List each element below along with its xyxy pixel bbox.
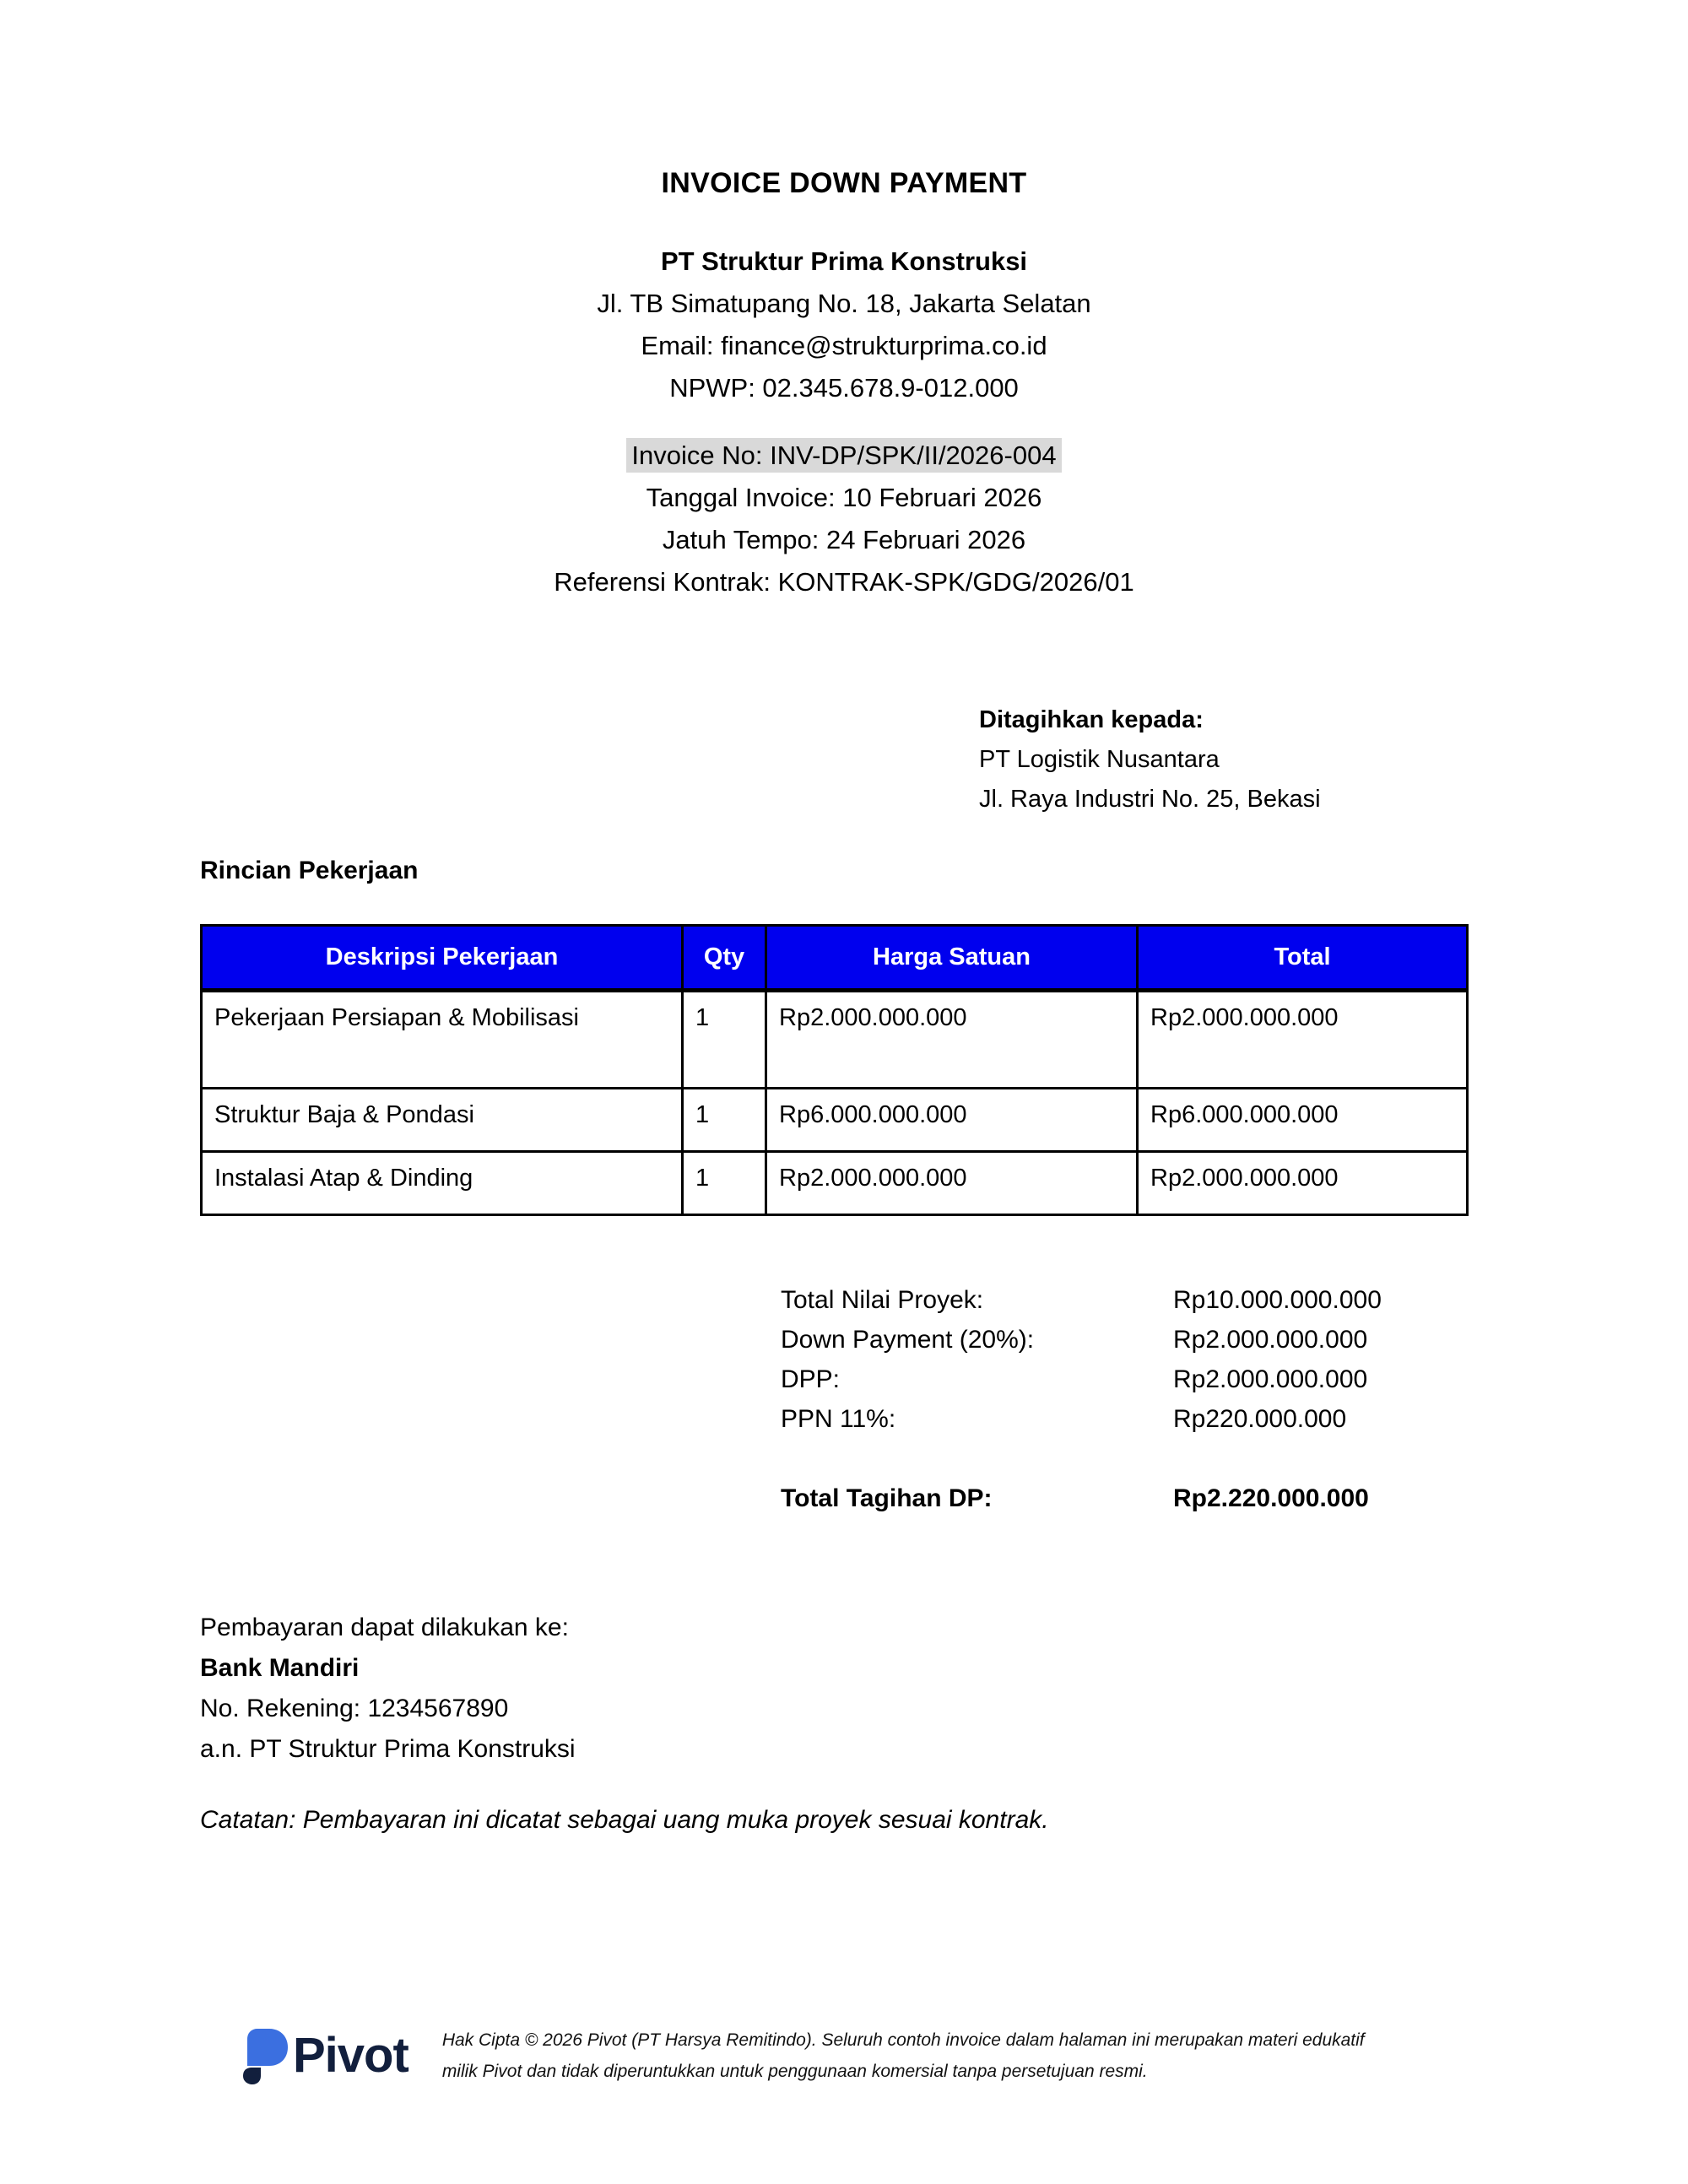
table-row — [202, 1152, 1468, 1215]
copyright-line-2: milik Pivot dan tidak diperuntukkan untuk penggunaan komersial tanpa persetujuan resmi. — [441, 2062, 1148, 2081]
invoice-due-date: Jatuh Tempo: 24 Februari 2026 — [662, 525, 1026, 554]
summary-value: Rp220.000.000 — [1173, 1405, 1347, 1433]
item-description: Pekerjaan Persiapan & Mobilisasi — [202, 991, 683, 1089]
payment-instructions — [200, 1608, 576, 1770]
payment-account-number: No. Rekening: 1234567890 — [200, 1695, 509, 1722]
item-unit-price: Rp2.000.000.000 — [766, 991, 1138, 1089]
column-header-description: Deskripsi Pekerjaan — [202, 926, 683, 991]
item-total: Rp6.000.000.000 — [1138, 1089, 1468, 1152]
table-row — [202, 1089, 1468, 1152]
column-header-total: Total — [1138, 926, 1468, 991]
item-total: Rp2.000.000.000 — [1138, 991, 1468, 1089]
company-address: Jl. TB Simatupang No. 18, Jakarta Selatan — [597, 289, 1091, 318]
line-items-table — [200, 924, 1469, 1216]
item-description: Struktur Baja & Pondasi — [202, 1089, 683, 1152]
summary-row-grand-total — [781, 1479, 1511, 1518]
invoice-date: Tanggal Invoice: 10 Februari 2026 — [646, 483, 1042, 512]
copyright-line-1: Hak Cipta © 2026 Pivot (PT Harsya Remitindo). Seluruh contoh invoice dalam halaman ini merupakan materi edukatif — [441, 2030, 1365, 2050]
summary-value: Rp2.000.000.000 — [1173, 1326, 1368, 1354]
invoice-meta — [0, 435, 1688, 603]
page-title: INVOICE DOWN PAYMENT — [661, 167, 1027, 199]
summary-row-project-value — [781, 1280, 1511, 1320]
invoice-note: Catatan: Pembayaran ini dicatat sebagai uang muka proyek sesuai kontrak. — [200, 1806, 1049, 1834]
invoice-number: Invoice No: INV-DP/SPK/II/2026-004 — [626, 438, 1061, 473]
summary-row-dpp — [781, 1360, 1511, 1399]
summary-row-down-payment — [781, 1320, 1511, 1360]
company-info — [0, 241, 1688, 409]
item-qty: 1 — [683, 991, 766, 1089]
item-unit-price: Rp2.000.000.000 — [766, 1152, 1138, 1215]
bill-to-name: PT Logistik Nusantara — [979, 746, 1220, 773]
summary-label: Down Payment (20%): — [781, 1326, 1035, 1354]
items-section-heading: Rincian Pekerjaan — [200, 857, 419, 884]
summary-block — [781, 1280, 1511, 1518]
company-name: PT Struktur Prima Konstruksi — [660, 246, 1028, 276]
table-header-row — [202, 926, 1468, 991]
company-email: Email: finance@strukturprima.co.id — [641, 331, 1047, 360]
summary-row-ppn — [781, 1399, 1511, 1439]
summary-value: Rp10.000.000.000 — [1173, 1286, 1382, 1314]
payment-intro: Pembayaran dapat dilakukan ke: — [200, 1614, 569, 1641]
payment-account-name: a.n. PT Struktur Prima Konstruksi — [200, 1735, 576, 1763]
table-row — [202, 991, 1468, 1089]
summary-label: Total Nilai Proyek: — [781, 1286, 984, 1314]
item-unit-price: Rp6.000.000.000 — [766, 1089, 1138, 1152]
summary-value: Rp2.000.000.000 — [1173, 1365, 1368, 1393]
bill-to-label: Ditagihkan kepada: — [979, 706, 1204, 733]
summary-label: PPN 11%: — [781, 1405, 896, 1433]
column-header-qty: Qty — [683, 926, 766, 991]
company-npwp: NPWP: 02.345.678.9-012.000 — [669, 373, 1019, 403]
bill-to-block — [979, 700, 1321, 819]
grand-total-value: Rp2.220.000.000 — [1173, 1484, 1369, 1512]
invoice-number-line — [0, 435, 1688, 477]
payment-bank-name: Bank Mandiri — [200, 1654, 360, 1682]
item-total: Rp2.000.000.000 — [1138, 1152, 1468, 1215]
item-qty: 1 — [683, 1089, 766, 1152]
bill-to-address: Jl. Raya Industri No. 25, Bekasi — [979, 786, 1321, 813]
pivot-logo-text: Pivot — [293, 2028, 408, 2083]
copyright-text — [442, 2025, 1365, 2087]
item-qty: 1 — [683, 1152, 766, 1215]
page-footer — [241, 2017, 1507, 2095]
item-description: Instalasi Atap & Dinding — [202, 1152, 683, 1215]
pivot-logo-mark-icon — [241, 2017, 289, 2095]
summary-label: DPP: — [781, 1365, 841, 1393]
invoice-contract-ref: Referensi Kontrak: KONTRAK-SPK/GDG/2026/01 — [554, 567, 1134, 597]
pivot-logo — [241, 2017, 408, 2095]
column-header-unit-price: Harga Satuan — [766, 926, 1138, 991]
grand-total-label: Total Tagihan DP: — [781, 1484, 993, 1512]
